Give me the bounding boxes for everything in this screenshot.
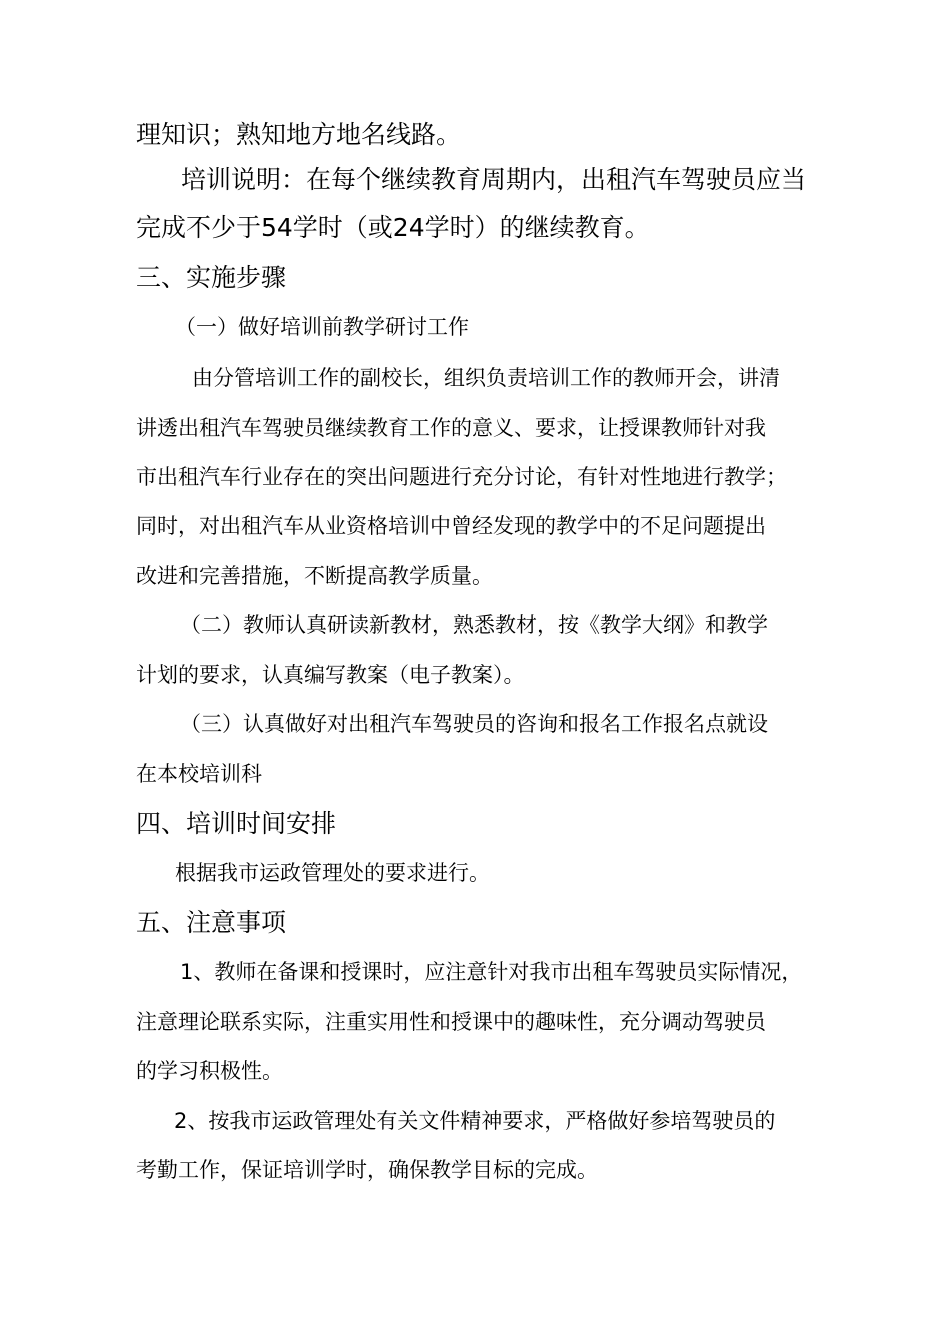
paragraph-line: 计划的要求，认真编写教案（电子教案）。 (136, 663, 525, 687)
subheading-1: （一）做好培训前教学研讨工作 (175, 315, 469, 339)
paragraph-line: 考勤工作，保证培训学时，确保教学目标的完成。 (136, 1158, 598, 1182)
paragraph-line-training-note: 培训说明：在每个继续教育周期内，出租汽车驾驶员应当 (181, 165, 807, 194)
list-item-1: 1、教师在备课和授课时，应注意针对我市出租车驾驶员实际情况， (180, 960, 803, 984)
paragraph-line: 的学习积极性。 (136, 1059, 283, 1083)
paragraph-line: 讲透出租汽车驾驶员继续教育工作的意义、要求，让授课教师针对我 (136, 416, 766, 440)
list-item-2: 2、按我市运政管理处有关文件精神要求，严格做好参培驾驶员的 (174, 1109, 776, 1133)
paragraph-line-continuation: 理知识；熟知地方地名线路。 (136, 120, 462, 149)
section-heading-4: 四、培训时间安排 (136, 809, 337, 838)
paragraph-line: 由分管培训工作的副校长，组织负责培训工作的教师开会，讲清 (192, 366, 780, 390)
section-heading-5: 五、注意事项 (136, 908, 287, 937)
paragraph-line: 改进和完善措施，不断提高教学质量。 (136, 564, 493, 588)
paragraph-line: 根据我市运政管理处的要求进行。 (175, 861, 490, 885)
paragraph-line: 市出租汽车行业存在的突出问题进行充分讨论，有针对性地进行教学； (136, 465, 787, 489)
paragraph-line: 注意理论联系实际，注重实用性和授课中的趣味性，充分调动驾驶员 (136, 1010, 766, 1034)
section-heading-3: 三、实施步骤 (136, 263, 287, 292)
subheading-2: （二）教师认真研读新教材，熟悉教材，按《教学大纲》和教学 (180, 613, 768, 637)
subheading-3: （三）认真做好对出租汽车驾驶员的咨询和报名工作报名点就设 (180, 712, 768, 736)
paragraph-line: 同时，对出租汽车从业资格培训中曾经发现的教学中的不足问题提出 (136, 514, 766, 538)
paragraph-line-training-note-cont: 完成不少于54学时（或24学时）的继续教育。 (136, 213, 650, 242)
paragraph-line: 在本校培训科 (136, 762, 262, 786)
